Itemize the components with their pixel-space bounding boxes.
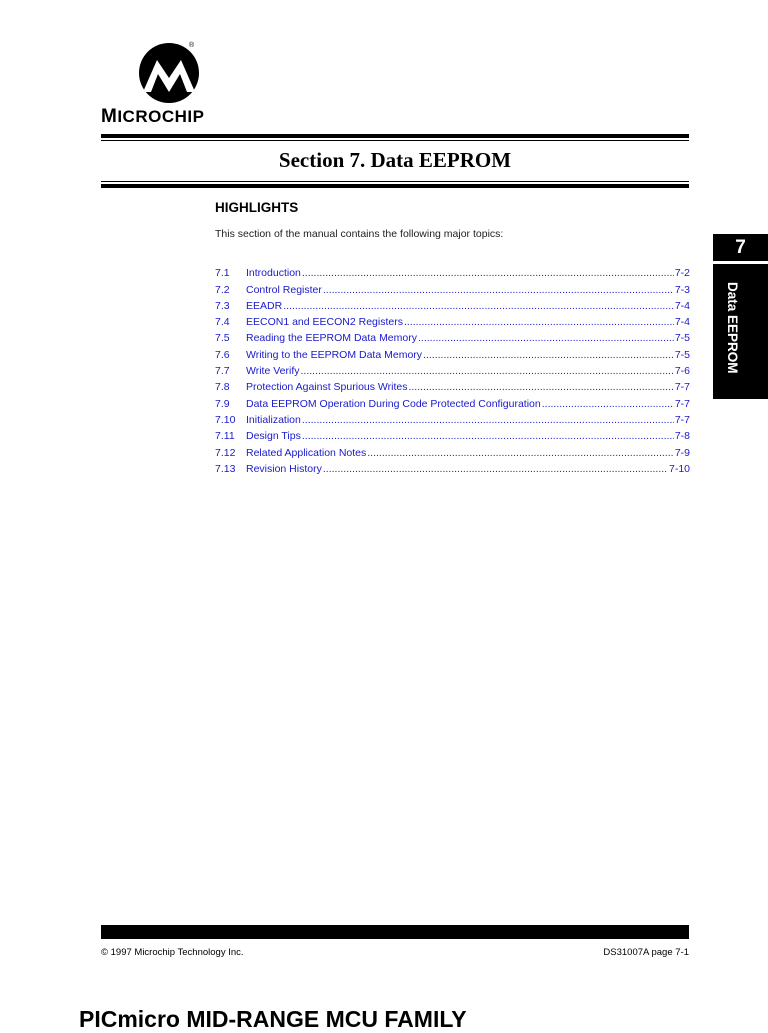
toc-item[interactable] (215, 264, 690, 280)
toc-item-label[interactable]: EEADR (246, 299, 283, 312)
toc-item-page[interactable]: 7-2 (674, 267, 690, 280)
header-rule-thin (101, 140, 689, 141)
toc-item-label[interactable]: Introduction (246, 267, 301, 280)
footer-doc-id: DS31007A page 7-1 (603, 947, 689, 958)
toc-item-number: 7.13 (215, 462, 236, 475)
highlights-heading: HIGHLIGHTS (215, 200, 299, 215)
toc-item-number: 7.1 (215, 267, 230, 280)
toc-item-page[interactable]: 7-8 (674, 430, 690, 443)
toc-leader-dots (542, 398, 674, 411)
section-tab-label: Data EEPROM (725, 282, 740, 374)
toc-item[interactable] (215, 280, 690, 296)
toc-leader-dots (418, 332, 674, 345)
toc-item-page[interactable]: 7-7 (674, 381, 690, 394)
toc-leader-dots (302, 267, 674, 280)
toc-item-number: 7.4 (215, 316, 230, 329)
title-rule-thick (101, 184, 689, 188)
toc-item[interactable] (215, 313, 690, 329)
toc-item-number: 7.8 (215, 381, 230, 394)
toc-item-label[interactable]: Reading the EEPROM Data Memory (246, 332, 417, 345)
brand-wordmark: MICROCHIP (101, 106, 205, 127)
toc-item-number: 7.9 (215, 397, 230, 410)
toc-leader-dots (404, 316, 674, 329)
header-rule-thick (101, 134, 689, 138)
toc-item[interactable] (215, 460, 690, 476)
toc-item-number: 7.7 (215, 365, 230, 378)
toc-item[interactable] (215, 378, 690, 394)
next-page-title: PICmicro MID-RANGE MCU FAMILY (79, 1006, 467, 1032)
toc-item-page[interactable]: 7-9 (674, 446, 690, 459)
footer-bar (101, 925, 689, 939)
toc-item-page[interactable]: 7-10 (668, 462, 690, 475)
toc-item[interactable] (215, 443, 690, 459)
toc-item-number: 7.6 (215, 348, 230, 361)
toc-item-page[interactable]: 7-6 (674, 365, 690, 378)
toc-item[interactable] (215, 362, 690, 378)
table-of-contents (215, 264, 690, 476)
toc-leader-dots (300, 365, 673, 378)
toc-item-page[interactable]: 7-5 (674, 332, 690, 345)
toc-leader-dots (323, 463, 668, 476)
toc-item-label[interactable]: Design Tips (246, 430, 301, 443)
toc-item-page[interactable]: 7-3 (674, 283, 690, 296)
registered-mark: ® (189, 42, 195, 49)
toc-leader-dots (323, 284, 674, 297)
toc-item[interactable] (215, 345, 690, 361)
toc-item-label[interactable]: Protection Against Spurious Writes (246, 381, 408, 394)
toc-item[interactable] (215, 329, 690, 345)
toc-item-label[interactable]: Initialization (246, 413, 301, 426)
toc-item-number: 7.3 (215, 299, 230, 312)
toc-item-number: 7.2 (215, 283, 230, 296)
footer-copyright: © 1997 Microchip Technology Inc. (101, 947, 244, 958)
toc-item-number: 7.10 (215, 413, 236, 426)
toc-leader-dots (302, 430, 674, 443)
toc-item[interactable] (215, 411, 690, 427)
toc-item-page[interactable]: 7-5 (674, 348, 690, 361)
microchip-logo (101, 42, 241, 132)
toc-item-label[interactable]: Write Verify (246, 365, 300, 378)
toc-leader-dots (283, 300, 674, 313)
toc-item-label[interactable]: Data EEPROM Operation During Code Protected Configuration (246, 397, 541, 410)
toc-item-number: 7.5 (215, 332, 230, 345)
toc-leader-dots (408, 381, 673, 394)
toc-item-label[interactable]: Related Application Notes (246, 446, 367, 459)
page-title: Section 7. Data EEPROM (278, 148, 512, 172)
highlights-intro: This section of the manual contains the following major topics: (215, 228, 504, 240)
title-rule-thin (101, 181, 689, 182)
toc-item-page[interactable]: 7-7 (674, 413, 690, 426)
toc-item[interactable] (215, 427, 690, 443)
section-tab (713, 264, 768, 399)
toc-item-page[interactable]: 7-7 (674, 397, 690, 410)
section-tab-number: 7 (713, 234, 768, 261)
toc-item-number: 7.12 (215, 446, 236, 459)
toc-leader-dots (302, 414, 674, 427)
toc-item-label[interactable]: Writing to the EEPROM Data Memory (246, 348, 423, 361)
toc-item-label[interactable]: EECON1 and EECON2 Registers (246, 316, 403, 329)
toc-item-page[interactable]: 7-4 (674, 316, 690, 329)
toc-item-label[interactable]: Revision History (246, 462, 322, 475)
toc-leader-dots (367, 447, 674, 460)
toc-item-number: 7.11 (215, 430, 235, 443)
microchip-logo-icon (137, 42, 201, 104)
toc-item-label[interactable]: Control Register (246, 283, 322, 296)
toc-item[interactable] (215, 297, 690, 313)
toc-leader-dots (423, 349, 674, 362)
toc-item-page[interactable]: 7-4 (674, 299, 690, 312)
toc-item[interactable] (215, 394, 690, 410)
